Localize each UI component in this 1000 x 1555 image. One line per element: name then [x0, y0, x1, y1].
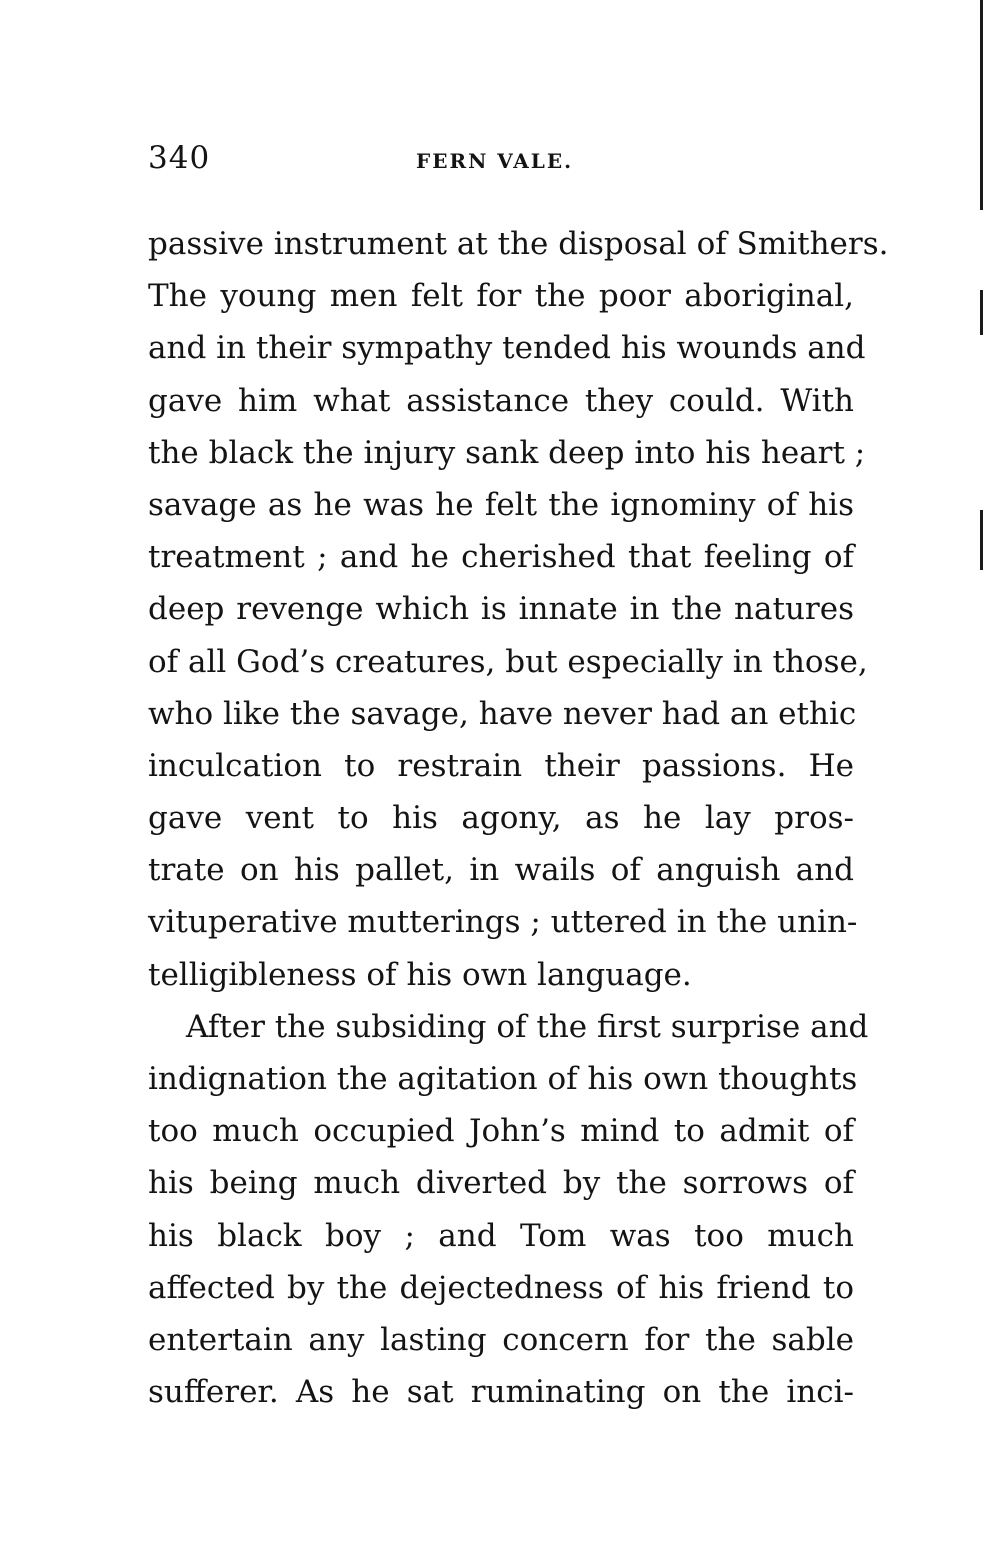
text-line: his black boy ; and Tom was too much [148, 1217, 854, 1254]
text-line: vituperative mutterings ; uttered in the unin- [148, 904, 858, 941]
text-line: passive instrument at the disposal of Smithers. [148, 226, 889, 262]
text-line: gave vent to his agony, as he lay pros- [148, 800, 854, 837]
text-line: deep revenge which is innate in the natures [148, 591, 854, 628]
scan-edge-mark [980, 510, 983, 570]
text-line: and in their sympathy tended his wounds and [148, 330, 866, 367]
text-line: entertain any lasting concern for the sable [148, 1321, 854, 1358]
text-line: treatment ; and he cherished that feeling of [148, 539, 854, 576]
text-line: who like the savage, have never had an ethic [148, 695, 857, 732]
text-line: gave him what assistance they could. With [148, 382, 854, 419]
text-line: sufferer. As he sat ruminating on the inci- [148, 1374, 854, 1411]
text-line: affected by the dejectedness of his friend to [148, 1269, 854, 1306]
scan-edge-mark [980, 0, 983, 210]
text-line: too much occupied John’s mind to admit of [148, 1113, 854, 1150]
scan-edge-mark [980, 290, 983, 335]
paragraph [148, 1001, 869, 1419]
text-line: telligibleness of his own language. [148, 956, 692, 993]
text-line: After the subsiding of the first surprise and [186, 1008, 869, 1045]
paragraph [148, 218, 889, 1001]
text-line: indignation the agitation of his own thoughts [148, 1061, 858, 1097]
text-line: trate on his pallet, in wails of anguish and [148, 852, 854, 889]
text-line: of all God’s creatures, but especially in those, [148, 643, 868, 680]
page-header [148, 140, 854, 190]
text-line: inculcation to restrain their passions. He [148, 747, 854, 784]
page-number: 340 [148, 140, 211, 176]
text-line: The young men felt for the poor aboriginal, [148, 278, 854, 315]
text-line: his being much diverted by the sorrows of [148, 1165, 854, 1202]
running-title: FERN VALE. [416, 149, 574, 173]
body-text [148, 218, 889, 1418]
text-line: the black the injury sank deep into his heart ; [148, 434, 866, 471]
text-line: savage as he was he felt the ignominy of his [148, 486, 854, 523]
